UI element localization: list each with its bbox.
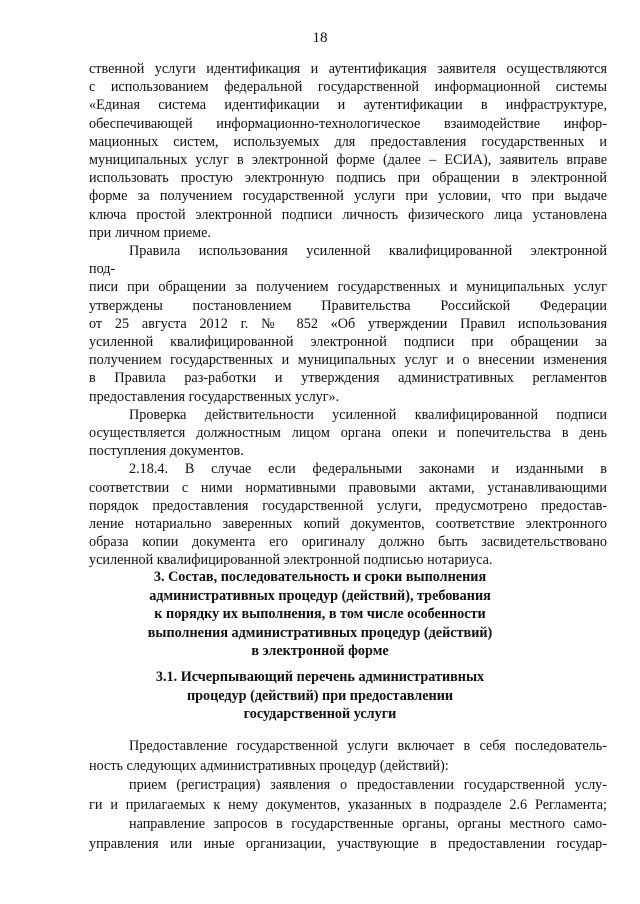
text-line: усиленной квалифицированной электронной подписи при обращении за (89, 334, 607, 350)
page-number: 18 (312, 30, 328, 46)
text-line: направление запросов в государственные органы, органы местного само- (129, 816, 607, 832)
heading-line: 3.1. Исчерпывающий перечень административных (155, 669, 485, 685)
text-line: прием (регистрация) заявления о предоставлении государственной услу- (129, 777, 607, 793)
text-line: Проверка действительности усиленной квалифицированной подписи (129, 406, 607, 423)
text-line: порядок предоставления государственной услуги, предусмотрено предостав- (89, 497, 607, 514)
text-line: предоставления государственных услуг». (89, 388, 340, 405)
heading-line: в электронной форме (251, 643, 389, 659)
text-line: 2.18.4. В случае если федеральными законами и изданными в (129, 461, 607, 478)
text-line: обеспечивающей информационно-технологическое взаимодействие инфор- (89, 115, 607, 132)
text-line: Правила использования усиленной квалифицированной электронной (129, 243, 607, 259)
text-line: в Правила раз-работки и утверждения административных регламентов (89, 370, 607, 387)
text-line: ключа простой электронной подписи личность физического лица установлена (89, 206, 607, 223)
text-line: ственной услуги идентификация и аутентификация заявителя осуществляются (89, 61, 607, 77)
text-line: Предоставление государственной услуги включает в себя последователь- (129, 738, 607, 754)
text-line: ление нотариально заверенных копий документов, соответствие электронного (89, 516, 607, 532)
text-line: с использованием федеральной государственной информационной системы (89, 79, 607, 96)
text-line: «Единая система идентификации и аутентификации в инфраструктуре, (89, 97, 607, 114)
text-line: ги и прилагаемых к нему документов, указанных в подразделе 2.6 Регламента; (89, 796, 607, 813)
text-line: получением государственных и муниципальных услуг и о внесении изменения (89, 352, 607, 369)
text-line: от 25 августа 2012 г. № 852 «Об утверждении Правил использования (89, 315, 607, 332)
text-line: форме за получением государственной услуги при условии, что при выдаче (89, 188, 607, 205)
text-line: писи при обращении за получением государственных и муниципальных услуг (89, 279, 607, 296)
heading-line: административных процедур (действий), требования (149, 587, 491, 604)
text-line: ность следующих административных процедур (действий): (89, 757, 449, 774)
heading-line: процедур (действий) при предоставлении (186, 687, 454, 704)
text-line: соответствии с ними нормативными правовыми актами, устанавливающими (89, 479, 607, 496)
heading-line: к порядку их выполнения, в том числе особенности (154, 606, 486, 622)
text-line: управления или иные организации, участвующие в предоставлении государ- (89, 835, 607, 852)
text-line: муниципальных услуг в электронной форме (далее – ЕСИА), заявитель вправе (89, 152, 607, 168)
text-line: при личном приеме. (89, 224, 211, 241)
text-line: поступления документов. (89, 443, 244, 460)
heading-line: государственной услуги (243, 706, 397, 722)
text-line: образа копии документа его оригиналу должно быть засвидетельствовано (89, 534, 607, 551)
heading-line: 3. Состав, последовательность и сроки выполнения (153, 569, 487, 585)
text-line: утверждены постановлением Правительства Российской Федерации (89, 297, 607, 314)
text-line: мационных систем, используемых для предоставления государственных и (89, 133, 607, 150)
heading-line: выполнения административных процедур (действий) (147, 624, 493, 641)
text-line: под- (89, 261, 116, 278)
text-line: усиленной квалифицированной электронной подписью нотариуса. (89, 552, 493, 569)
text-line: осуществляется должностным лицом органа опеки и попечительства в день (89, 425, 607, 441)
text-line: использовать простую электронную подпись при обращении в электронной (89, 170, 607, 187)
